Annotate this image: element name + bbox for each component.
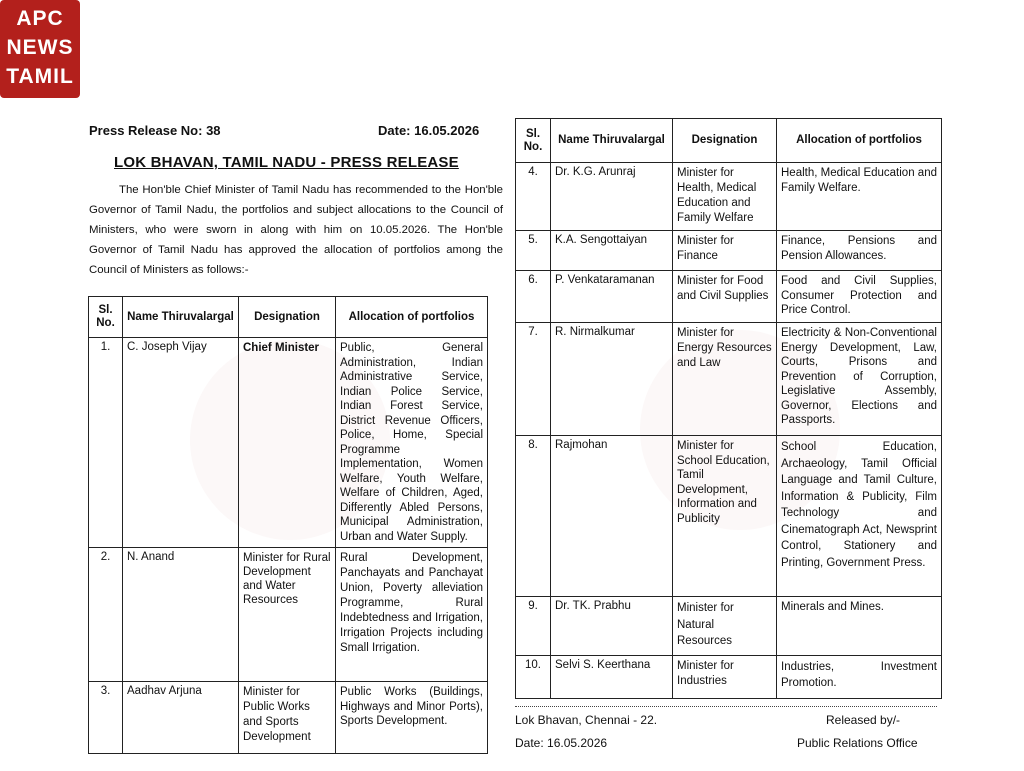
row-allocation: Public, General Administration, Indian Administrative Service, Indian Police Service, Indian Forest Service, District Revenue Officers, Police, Home, Special Programme Implementation, Women Welfare, Youth Welfare, Welfare of Children, Aged, Differently Abled Persons, Municipal Administration, Urban and Water Supply. — [336, 338, 488, 548]
row-designation: Minister for Food and Civil Supplies — [673, 271, 777, 323]
row-name: P. Venkataramanan — [551, 271, 673, 323]
row-sl: 2. — [89, 548, 123, 682]
footer-place: Lok Bhavan, Chennai - 22. — [515, 713, 658, 727]
row-name: R. Nirmalkumar — [551, 323, 673, 436]
logo-line-3: TAMIL — [6, 65, 74, 88]
footer-divider — [515, 706, 937, 707]
table-row — [89, 338, 488, 548]
row-allocation: Rural Development, Panchayats and Panchayat Union, Poverty alleviation Programme, Rural Indebtedness and Irrigation, Irrigation Projects including Small Irrigation. — [336, 548, 488, 682]
row-allocation: Minerals and Mines. — [777, 597, 942, 656]
row-sl: 9. — [516, 597, 551, 656]
row-sl: 6. — [516, 271, 551, 323]
table-row — [89, 548, 488, 682]
press-release-date: Date: 16.05.2026 — [378, 123, 480, 138]
row-allocation: Health, Medical Education and Family Welfare. — [777, 163, 942, 231]
row-sl: 5. — [516, 231, 551, 271]
table-header-row — [89, 297, 488, 338]
apc-news-tamil-logo — [0, 0, 80, 98]
intro-paragraph — [89, 180, 503, 280]
table-row — [516, 597, 942, 656]
row-designation: Minister for Public Works and Sports Development — [239, 682, 336, 754]
table-header-row — [516, 119, 942, 163]
row-designation: Minister for Finance — [673, 231, 777, 271]
row-designation: Minister for Natural Resources — [673, 597, 777, 656]
intro-text: The Hon'ble Chief Minister of Tamil Nadu has recommended to the Hon'ble Governor of Tamil Nadu, the portfolios and subject allocations to the Council of Ministers, who were sworn in along with him on 10.05.2026. The Hon'ble Governor of Tamil Nadu has approved the allocation of portfolios among the Council of Ministers as follows:- — [89, 184, 503, 276]
table-row — [516, 271, 942, 323]
row-allocation: Finance, Pensions and Pension Allowances. — [777, 231, 942, 271]
row-name: N. Anand — [123, 548, 239, 682]
row-name: K.A. Sengottaiyan — [551, 231, 673, 271]
header-designation: Designation — [239, 297, 336, 338]
row-designation: Minister for Industries — [673, 656, 777, 699]
header-sl-no: Sl. No. — [516, 119, 551, 163]
row-allocation: Public Works (Buildings, Highways and Minor Ports), Sports Development. — [336, 682, 488, 754]
table-row — [516, 436, 942, 597]
footer-office: Public Relations Office — [797, 736, 918, 750]
row-designation: Chief Minister — [239, 338, 336, 548]
portfolio-table-left — [88, 296, 488, 754]
table-row — [516, 163, 942, 231]
row-sl: 10. — [516, 656, 551, 699]
footer-released-by: Released by/- — [826, 713, 901, 727]
row-designation: Minister for School Education, Tamil Development, Information and Publicity — [673, 436, 777, 597]
header-allocation: Allocation of portfolios — [336, 297, 488, 338]
row-sl: 3. — [89, 682, 123, 754]
press-release-number: Press Release No: 38 — [89, 123, 221, 138]
row-name: Dr. TK. Prabhu — [551, 597, 673, 656]
table-row — [516, 656, 942, 699]
row-allocation: School Education, Archaeology, Tamil Official Language and Tamil Culture, Information & Publicity, Film Technology and Cinematograph Act, Newsprint Control, Stationery and Printing, Government Press. — [777, 436, 942, 597]
row-name: Aadhav Arjuna — [123, 682, 239, 754]
table-row — [516, 323, 942, 436]
row-sl: 1. — [89, 338, 123, 548]
row-allocation: Industries, Investment Promotion. — [777, 656, 942, 699]
portfolio-table-right — [515, 118, 942, 699]
row-name: C. Joseph Vijay — [123, 338, 239, 548]
row-name: Dr. K.G. Arunraj — [551, 163, 673, 231]
row-allocation: Food and Civil Supplies, Consumer Protection and Price Control. — [777, 271, 942, 323]
header-sl-no: Sl. No. — [89, 297, 123, 338]
header-allocation: Allocation of portfolios — [777, 119, 942, 163]
row-designation: Minister for Rural Development and Water Resources — [239, 548, 336, 682]
row-allocation: Electricity & Non-Conventional Energy Development, Law, Courts, Prisons and Prevention of Corruption, Legislative Assembly, Governor, Elections and Passports. — [777, 323, 942, 436]
row-sl: 7. — [516, 323, 551, 436]
row-name: Selvi S. Keerthana — [551, 656, 673, 699]
row-sl: 4. — [516, 163, 551, 231]
row-designation: Minister for Health, Medical Education and Family Welfare — [673, 163, 777, 231]
table-row — [89, 682, 488, 754]
header-name: Name Thiruvalargal — [551, 119, 673, 163]
header-name: Name Thiruvalargal — [123, 297, 239, 338]
footer-date: Date: 16.05.2026 — [515, 736, 608, 750]
row-name: Rajmohan — [551, 436, 673, 597]
row-sl: 8. — [516, 436, 551, 597]
header-designation: Designation — [673, 119, 777, 163]
press-release-title: LOK BHAVAN, TAMIL NADU - PRESS RELEASE — [114, 154, 459, 171]
logo-line-2: NEWS — [6, 36, 74, 59]
logo-line-1: APC — [16, 7, 64, 30]
row-designation: Minister for Energy Resources and Law — [673, 323, 777, 436]
table-row — [516, 231, 942, 271]
